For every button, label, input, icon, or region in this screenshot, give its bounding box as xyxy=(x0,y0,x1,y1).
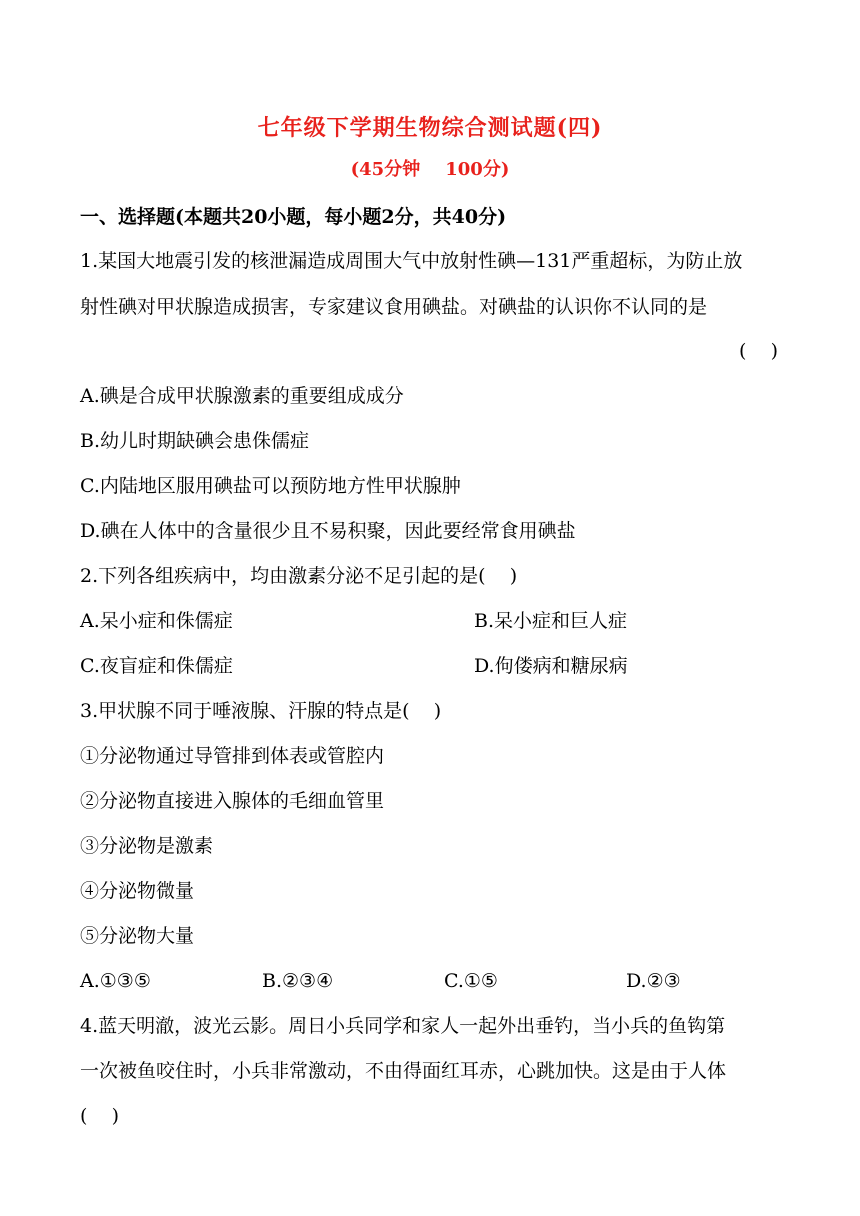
question-3-option-b: B.②③④ xyxy=(262,970,334,992)
question-1-answer-paren: ( ) xyxy=(739,340,778,362)
question-1-option-a: A.碘是合成甲状腺激素的重要组成成分 xyxy=(80,385,404,407)
question-2-option-d: D.佝偻病和糖尿病 xyxy=(474,655,628,677)
question-3-stem: 3.甲状腺不同于唾液腺、汗腺的特点是( ) xyxy=(80,700,442,722)
question-3-item-1: ①分泌物通过导管排到体表或管腔内 xyxy=(80,745,385,767)
question-4-answer-paren: ( ) xyxy=(80,1105,119,1127)
question-2-stem: 2.下列各组疾病中，均由激素分泌不足引起的是( ) xyxy=(80,565,518,587)
question-3-item-3: ③分泌物是激素 xyxy=(80,835,214,857)
page-subtitle: (45分钟 100分) xyxy=(350,159,510,180)
question-3-option-a: A.①③⑤ xyxy=(80,970,151,992)
question-3-item-4: ④分泌物微量 xyxy=(80,880,195,902)
section-heading: 一、选择题(本题共20小题，每小题2分，共40分) xyxy=(80,206,507,228)
question-2-option-c: C.夜盲症和侏儒症 xyxy=(80,655,233,677)
question-3-option-d: D.②③ xyxy=(626,970,681,992)
question-3-item-2: ②分泌物直接进入腺体的毛细血管里 xyxy=(80,790,385,812)
question-4-line-1: 4.蓝天明澈，波光云影。周日小兵同学和家人一起外出垂钓，当小兵的鱼钩第 xyxy=(80,1015,726,1037)
question-4-line-2: 一次被鱼咬住时，小兵非常激动，不由得面红耳赤，心跳加快。这是由于人体 xyxy=(80,1060,727,1082)
question-1-option-b: B.幼儿时期缺碘会患侏儒症 xyxy=(80,430,310,452)
question-3-option-c: C.①⑤ xyxy=(444,970,498,992)
question-1-line-1: 1.某国大地震引发的核泄漏造成周围大气中放射性碘—131严重超标，为防止放 xyxy=(80,250,743,272)
question-2-option-b: B.呆小症和巨人症 xyxy=(474,610,628,632)
page-title: 七年级下学期生物综合测试题(四) xyxy=(257,115,603,141)
question-3-item-5: ⑤分泌物大量 xyxy=(80,925,195,947)
question-2-option-a: A.呆小症和侏儒症 xyxy=(80,610,233,632)
question-1-line-2: 射性碘对甲状腺造成损害，专家建议食用碘盐。对碘盐的认识你不认同的是 xyxy=(80,296,708,318)
question-1-option-c: C.内陆地区服用碘盐可以预防地方性甲状腺肿 xyxy=(80,475,461,497)
question-1-option-d: D.碘在人体中的含量很少且不易积聚，因此要经常食用碘盐 xyxy=(80,520,576,542)
